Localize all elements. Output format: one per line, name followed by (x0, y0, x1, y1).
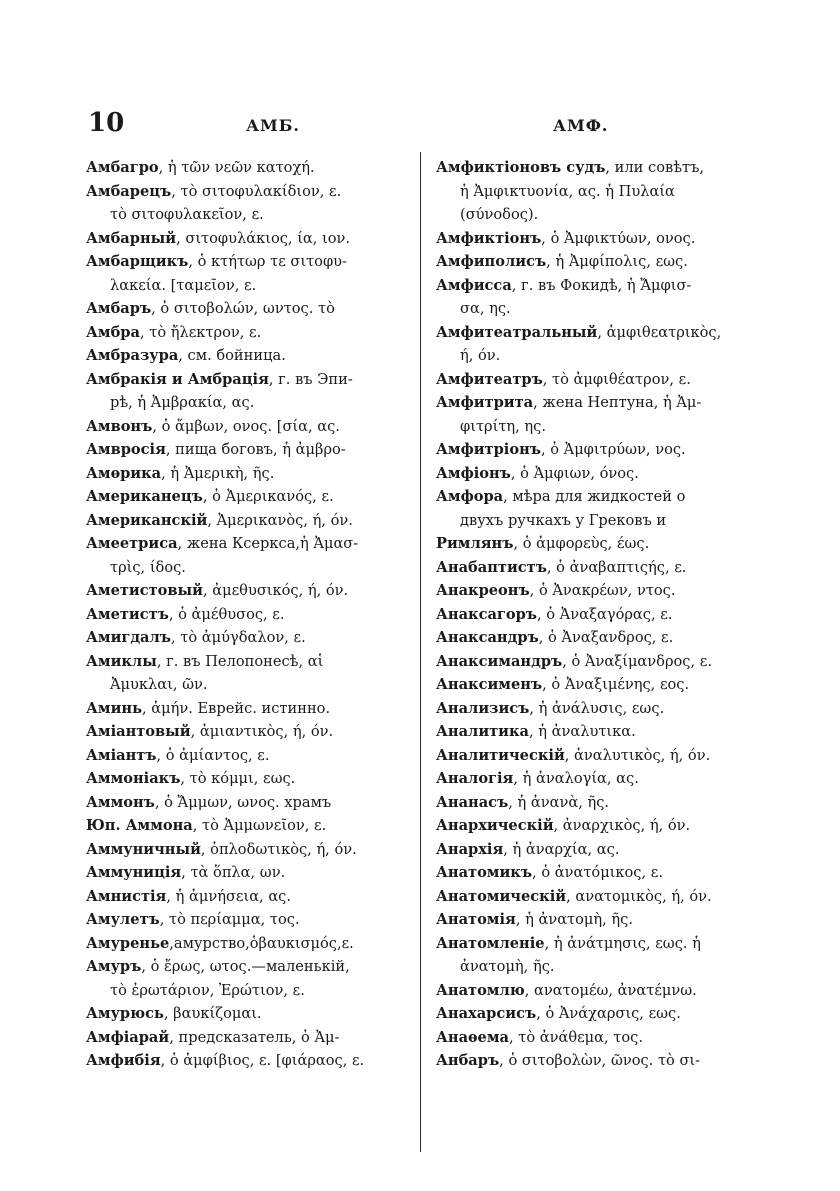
definition: , τὸ περίαμμα, τος. (159, 911, 300, 928)
definition: , ὁπλοδωτικὸς, ή, όν. (200, 840, 357, 858)
definition: , ὁ ἀνατόμικος, ε. (532, 864, 663, 881)
dictionary-line (86, 650, 404, 674)
dictionary-line (86, 1002, 404, 1026)
headword: Анакреонъ (436, 582, 530, 599)
dictionary-line (436, 697, 758, 721)
headword: Анаѳема (436, 1028, 509, 1046)
dictionary-line (436, 556, 758, 580)
dictionary-line (436, 579, 758, 603)
definition: , τὸ σιτοφυλακίδιον, ε. (171, 182, 342, 200)
dictionary-line: τὸ σιτοφυλακεῖον, ε. (110, 206, 264, 223)
headword: Аммонъ (86, 793, 155, 811)
headword: Американскій (86, 511, 208, 529)
dictionary-line (86, 344, 404, 368)
dictionary-line: τὸ ἐρωτάριον, Ἐρώτιον, ε. (110, 981, 305, 999)
headword: Аминь (86, 699, 142, 717)
dictionary-line (86, 1026, 404, 1050)
headword: Анбаръ (436, 1052, 500, 1069)
headword: Анатомическій (436, 887, 567, 905)
dictionary-line (436, 274, 758, 298)
definition: , ἡ ἀνανὰ, ῆς. (508, 793, 610, 811)
definition: , ἀμεθυσικός, ή, όν. (202, 582, 349, 599)
definition: , ὁ ἀμφίβιος, ε. [φιάραος, ε. (160, 1052, 365, 1069)
headword: Амуренье (86, 934, 170, 952)
dictionary-line (86, 767, 404, 791)
headword: Аметистъ (86, 605, 169, 623)
definition: , ανατομικὸς, ή, όν. (566, 887, 712, 905)
headword: Амфитрита (436, 394, 534, 411)
headword: Амфиполисъ (436, 253, 547, 270)
definition: , ανατομέω, ἀνατέμνω. (524, 981, 697, 999)
dictionary-line (436, 814, 758, 838)
dictionary-line (86, 626, 404, 650)
dictionary-line (86, 814, 404, 838)
dictionary-line (86, 885, 404, 909)
headword: Амфитеатръ (436, 370, 543, 388)
definition: , ἡ ἀναρχία, ας. (503, 840, 620, 858)
dictionary-line: Ἀμυκλαι, ῶν. (110, 676, 208, 693)
dictionary-line (436, 1002, 758, 1026)
definition: , г. въ Фокидѣ, ἡ Ἄμφισ- (511, 276, 692, 294)
definition: , ἡ ἀμνήσεια, ας. (166, 887, 291, 905)
dictionary-line (86, 1049, 404, 1073)
dictionary-line (86, 180, 404, 204)
definition: , τὸ ἤλεκτρον, ε. (139, 323, 262, 341)
headword: Амигдалъ (86, 629, 171, 646)
column-divider (420, 152, 421, 1152)
definition: , ὁ Ἀμερικανός, ε. (202, 488, 334, 505)
definition: , жена Нептуна, ἡ Ἀμ- (533, 394, 702, 411)
dictionary-line: (σύνοδος). (460, 206, 539, 223)
dictionary-line (86, 955, 404, 979)
headword: Амеетриса (86, 535, 178, 552)
definition: , ἀμφιθεατρικὸς, (597, 323, 722, 341)
definition: , ὁ Ἀναξαγόρας, ε. (536, 605, 673, 623)
definition: , ἡ Ἀμφίπολις, εως. (546, 253, 688, 270)
definition: , τὸ Ἀμμωνεῖον, ε. (192, 817, 327, 834)
dictionary-line (436, 861, 758, 885)
headword: Анатомленіе (436, 934, 545, 952)
dictionary-line (436, 485, 758, 509)
headword: Анатомлю (436, 981, 525, 999)
headword: Амбразура (86, 347, 179, 364)
headword: Анатомія (436, 911, 516, 928)
headword: Амуръ (86, 958, 142, 975)
definition: , τὸ ἀνάθεμα, τος. (508, 1028, 643, 1046)
definition: , мѣра для жидкостей о (503, 488, 686, 505)
dictionary-line (436, 321, 758, 345)
headword: Амиклы (86, 652, 157, 670)
dictionary-line (86, 156, 404, 180)
definition: , τὸ ἀμφιθέατρον, ε. (542, 370, 691, 388)
dictionary-line (436, 932, 758, 956)
headword: Амфитеатральный (436, 323, 598, 341)
dictionary-line (436, 650, 758, 674)
definition: , ὁ ἀμφορεὺς, έως. (513, 535, 650, 552)
dictionary-line (86, 368, 404, 392)
dictionary-line (436, 438, 758, 462)
definition: , ὁ ἀμίαντος, ε. (156, 746, 270, 764)
dictionary-line (436, 462, 758, 486)
definition: , τὸ ἀμύγδαλον, ε. (171, 629, 306, 646)
definition: , τὰ ὅπλα, ων. (181, 864, 286, 881)
running-header-right: АМФ. (553, 116, 609, 135)
dictionary-line: τρὶς, ίδος. (110, 558, 186, 576)
headword: Анархія (436, 840, 504, 858)
definition: , ὁ σιτοβολών, ωντος. τὸ (151, 300, 335, 317)
dictionary-line (436, 391, 758, 415)
definition: , ἡ ἀνάτμησις, εως. ἡ (544, 934, 701, 952)
dictionary-line (86, 603, 404, 627)
definition: , ὁ Ἀναξίμανδρος, ε. (562, 652, 712, 670)
dictionary-line (86, 791, 404, 815)
dictionary-line (436, 767, 758, 791)
dictionary-line (436, 156, 758, 180)
dictionary-line (86, 250, 404, 274)
headword: Амбарецъ (86, 182, 172, 200)
definition: , или совѣтъ, (605, 159, 705, 176)
definition: , τὸ κόμμι, εως. (180, 770, 296, 787)
definition: , ἡ ἀναλογία, ας. (513, 770, 639, 787)
headword: Амбарный (86, 229, 177, 247)
dictionary-line (86, 720, 404, 744)
definition: , пища боговъ, ἡ ἀμβρο- (165, 441, 346, 458)
headword: Аммуничный (86, 840, 201, 858)
headword: Амнистія (86, 887, 167, 905)
dictionary-line (86, 932, 404, 956)
definition: , ὁ ἔρως, ωτος.—маленькій, (141, 958, 350, 975)
definition: , см. бойница. (178, 347, 286, 364)
dictionary-line (436, 908, 758, 932)
dictionary-line (86, 861, 404, 885)
definition: , г. въ Эпи- (268, 370, 353, 388)
headword: Аміантъ (86, 746, 157, 764)
dictionary-line (86, 297, 404, 321)
headword: Амурюсь (86, 1005, 164, 1022)
headword: Анаксагоръ (436, 605, 537, 623)
headword: Амбагро (86, 159, 159, 176)
definition: , ὁ Ἀνάχαρσις, εως. (536, 1005, 681, 1022)
dictionary-line: σα, ης. (460, 300, 511, 317)
headword: Аміантовый (86, 723, 191, 740)
definition: , ὁ ἀναβαπτιςής, ε. (546, 558, 687, 576)
definition: , ἀναλυτικὸς, ή, όν. (564, 746, 711, 764)
dictionary-line (86, 415, 404, 439)
definition: , ἀμήν. Еврейс. истинно. (141, 699, 331, 717)
headword: Анализисъ (436, 699, 530, 717)
headword: Амбракія и Амбрація (86, 370, 269, 388)
definition: , ὁ Ἀναξιμένης, εος. (542, 676, 690, 693)
headword: Ананасъ (436, 793, 509, 811)
definition: , ἀναρχικὸς, ή, όν. (553, 817, 691, 834)
headword: Амбарщикъ (86, 253, 189, 270)
dictionary-line: φιτρίτη, ης. (460, 417, 546, 435)
headword: Римлянъ (436, 535, 514, 552)
headword: Анаксимандръ (436, 652, 563, 670)
definition: , ἀμιαντικὸς, ή, όν. (190, 723, 334, 740)
dictionary-line (86, 744, 404, 768)
dictionary-line (86, 485, 404, 509)
definition: , ἡ ἀνατομὴ, ῆς. (515, 911, 633, 928)
headword: Аметистовый (86, 582, 203, 599)
dictionary-line: ἡ Ἀμφικτυονία, ας. ἡ Πυλαία (460, 182, 675, 200)
dictionary-line (86, 321, 404, 345)
right-column (436, 156, 758, 1073)
dictionary-line: λακεία. [ταμεῖον, ε. (110, 276, 257, 294)
dictionary-line (86, 697, 404, 721)
definition: , ὁ ἀμέθυσος, ε. (168, 605, 285, 623)
definition: , ὁ κτήτωρ τε σιτοφυ- (188, 253, 347, 270)
dictionary-line (436, 227, 758, 251)
dictionary-line (86, 438, 404, 462)
headword: Амфибія (86, 1052, 161, 1069)
dictionary-line: ἀνατομὴ, ῆς. (460, 958, 555, 975)
dictionary-line (436, 979, 758, 1003)
dictionary-line (86, 462, 404, 486)
headword: Амфіарай (86, 1028, 170, 1046)
dictionary-line (436, 368, 758, 392)
dictionary-line (436, 250, 758, 274)
dictionary-line (86, 227, 404, 251)
dictionary-line (436, 791, 758, 815)
headword: Амвросія (86, 441, 166, 458)
left-column (86, 156, 404, 1073)
headword: Аналогія (436, 770, 514, 787)
page-number: 10 (88, 108, 125, 138)
headword: Амбаръ (86, 300, 152, 317)
definition: , ὁ Ἀναξανδρος, ε. (538, 629, 674, 646)
headword: Американецъ (86, 488, 203, 505)
headword: Амфора (436, 488, 504, 505)
headword: Анабаптистъ (436, 558, 547, 576)
dictionary-line (86, 509, 404, 533)
dictionary-line (436, 626, 758, 650)
headword: Анаксандръ (436, 629, 539, 646)
definition: , ἡ ἀνάλυσις, εως. (529, 699, 665, 717)
headword: Амфиктіоновъ судъ (436, 159, 606, 176)
headword: Анаксименъ (436, 676, 543, 693)
dictionary-line (436, 1049, 758, 1073)
dictionary-line (436, 603, 758, 627)
headword: Аналитическій (436, 746, 565, 764)
running-header-left: АМБ. (246, 116, 300, 135)
dictionary-line (86, 908, 404, 932)
headword: Амулетъ (86, 911, 160, 928)
headword: Анатомикъ (436, 864, 533, 881)
definition: , предсказатель, ὁ Ἀμ- (169, 1028, 340, 1046)
definition: , ὁ Ἀμφικτύων, ονος. (541, 229, 696, 247)
definition: , ἡ ἀναλυτικα. (529, 723, 636, 740)
headword: Аммуниція (86, 864, 182, 881)
dictionary-line (436, 673, 758, 697)
headword: Амфисса (436, 276, 512, 294)
dictionary-line: рѣ, ἡ Ἀμβρακία, ας. (110, 394, 255, 411)
definition: , ἡ Ἀμερικὴ, ῆς. (161, 464, 275, 482)
definition: , ὁ Ἀμφιων, όνος. (510, 464, 639, 482)
headword: Амвонъ (86, 417, 153, 435)
dictionary-line (436, 744, 758, 768)
headword: Амфитріонъ (436, 441, 541, 458)
headword: Амфиктіонъ (436, 229, 542, 247)
headword: Амбра (86, 323, 140, 341)
definition: , βαυκίζομαι. (163, 1005, 262, 1022)
dictionary-line (436, 1026, 758, 1050)
definition: , σιτοφυλάκιος, ία, ιον. (176, 229, 351, 247)
dictionary-line (86, 532, 404, 556)
definition: , Ἀμερικανὸς, ή, όν. (207, 511, 353, 529)
definition: , ὁ Ἀνακρέων, ντος. (529, 582, 676, 599)
definition: , ὁ ἄμβων, ονος. [σία, ας. (152, 417, 340, 435)
headword: Аналитика (436, 723, 529, 740)
dictionary-line: ή, όν. (460, 347, 501, 364)
definition: , жена Ксеркса,ἡ Ἀμασ- (177, 535, 359, 552)
headword: Аммоніакъ (86, 770, 181, 787)
definition: , ὁ σιτοβολὼν, ῶνος. τὸ σι- (499, 1052, 701, 1069)
dictionary-line (436, 532, 758, 556)
dictionary-line (86, 838, 404, 862)
headword: Юп. Аммона (86, 817, 193, 834)
dictionary-line (86, 579, 404, 603)
headword: Амѳрика (86, 464, 162, 482)
dictionary-line: двухъ ручкахъ у Грековъ и (460, 511, 667, 529)
dictionary-line (436, 720, 758, 744)
dictionary-line (436, 885, 758, 909)
headword: Анахарсисъ (436, 1005, 537, 1022)
definition: , ἡ τῶν νεῶν κατοχή. (158, 159, 315, 176)
definition: , г. въ Пелопонесѣ, αἱ (156, 652, 324, 670)
headword: Анархическій (436, 817, 554, 834)
definition: ,амурство,ὁβαυκισμός,ε. (169, 934, 354, 952)
dictionary-line (436, 838, 758, 862)
definition: , ὁ Ἀμφιτρύων, νος. (540, 441, 686, 458)
definition: , ὁ Ἄμμων, ωνος. храмъ (154, 793, 332, 811)
headword: Амфіонъ (436, 464, 511, 482)
